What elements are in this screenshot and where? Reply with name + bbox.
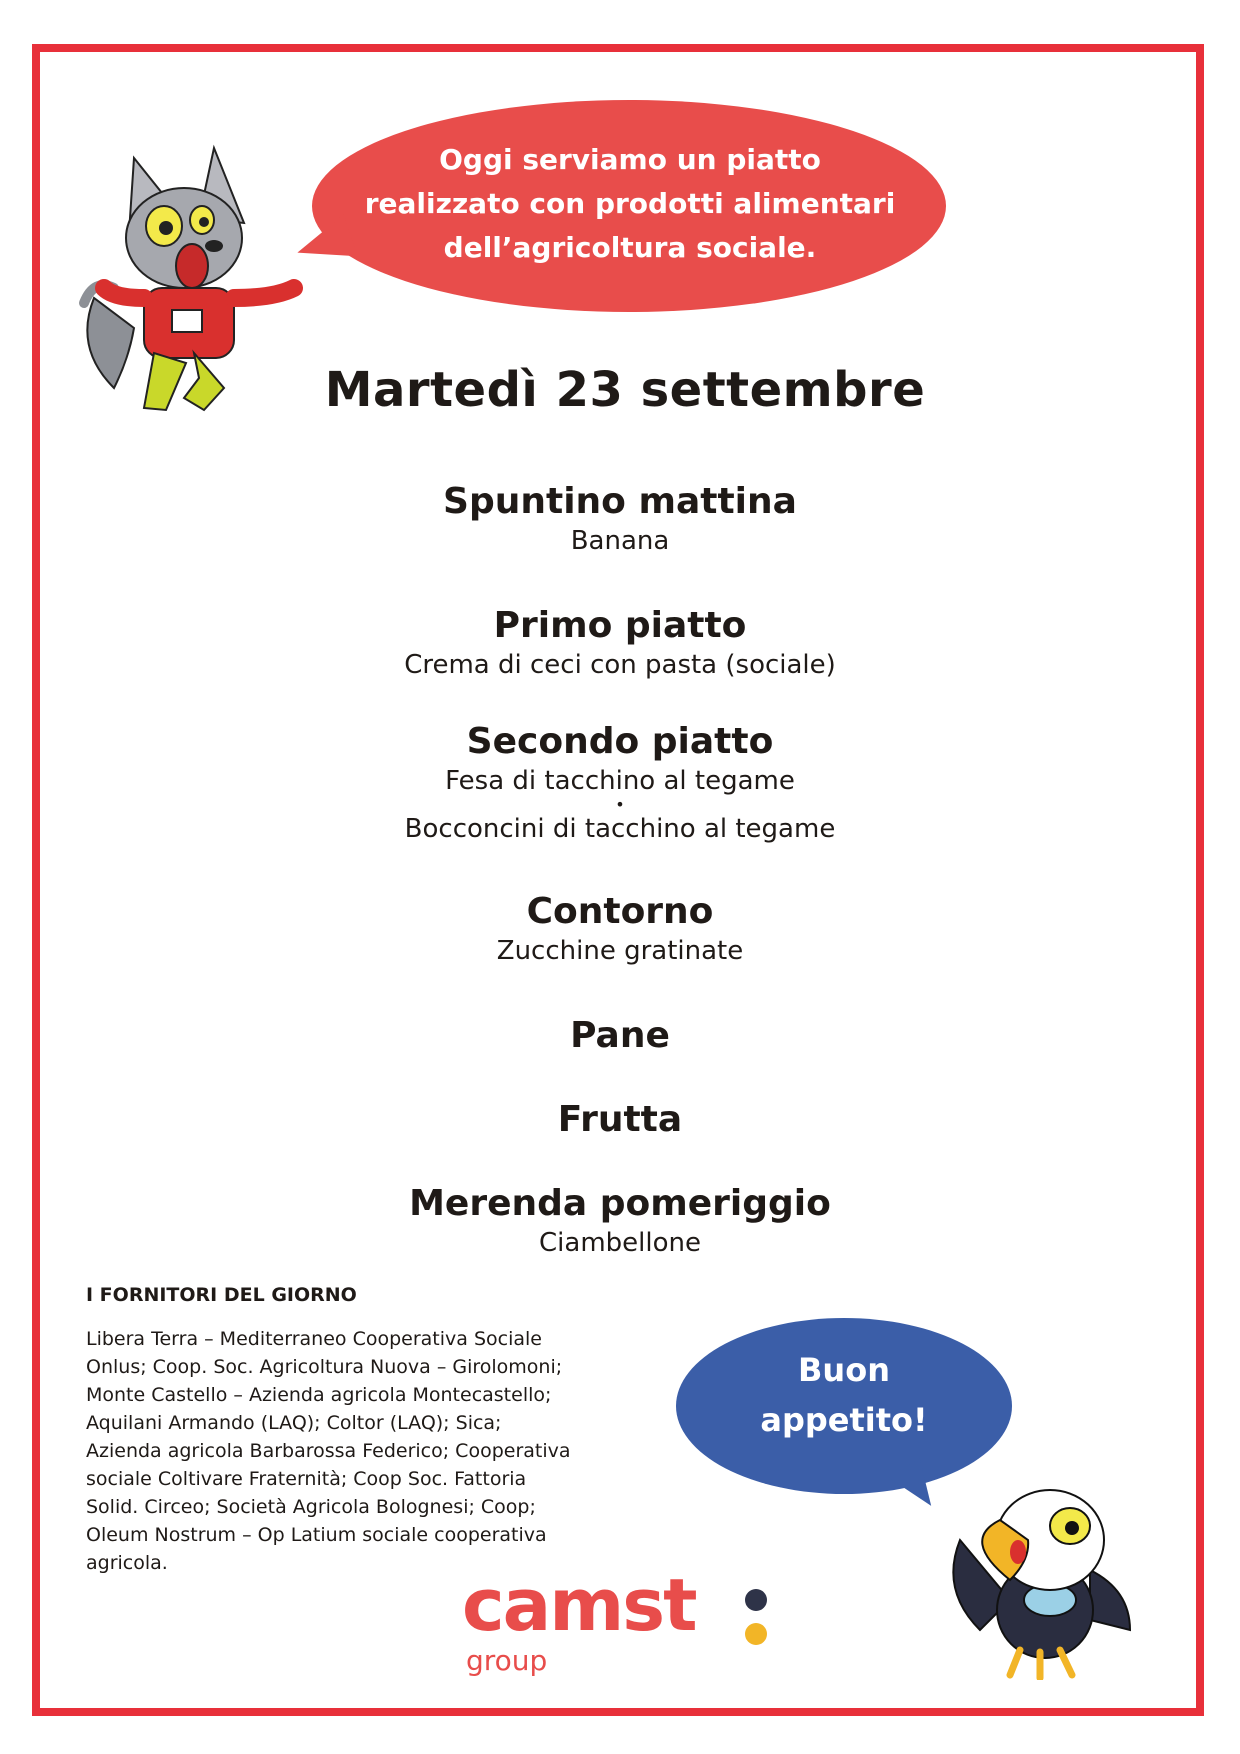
course-item: Bocconcini di tacchino al tegame [404, 814, 836, 844]
course-snack [300, 480, 940, 558]
camst-logo-text: camst [462, 1563, 696, 1647]
course-heading: Contorno [526, 891, 714, 932]
supplier-line: Solid. Circeo; Società Agricola Bolognesi; Coop; [86, 1496, 536, 1518]
course-heading: Primo piatto [493, 605, 747, 646]
supplier-line: agricola. [86, 1552, 168, 1574]
course-heading: Frutta [557, 1099, 683, 1140]
wolf-mascot-illustration [74, 138, 324, 418]
course-heading: Merenda pomeriggio [409, 1183, 831, 1224]
course-separator: • [615, 795, 625, 814]
supplier-line: Monte Castello – Azienda agricola Montecastello; [86, 1384, 552, 1406]
supplier-line: Oleum Nostrum – Op Latium sociale cooperativa [86, 1524, 547, 1546]
course-item: Ciambellone [539, 1228, 701, 1258]
course-heading: Spuntino mattina [443, 481, 797, 522]
course-item: Banana [570, 526, 670, 556]
supplier-line: sociale Coltivare Fraternità; Coop Soc. Fattoria [86, 1468, 527, 1490]
course-heading: Secondo piatto [466, 721, 774, 762]
page-title: Martedì 23 settembre [324, 362, 926, 418]
suppliers-list [86, 1325, 646, 1577]
supplier-line: Onlus; Coop. Soc. Agricoltura Nuova – Girolomoni; [86, 1356, 563, 1378]
bubble-line: realizzato con prodotti alimentari [364, 187, 896, 220]
course-side [300, 890, 940, 968]
camst-logo-colon-icon [744, 1588, 768, 1648]
bubble-line: dell’agricoltura sociale. [443, 231, 817, 264]
course-first [300, 604, 940, 682]
course-heading: Pane [570, 1015, 670, 1056]
course-item: Zucchine gratinate [496, 936, 744, 966]
course-item: Fesa di tacchino al tegame [445, 766, 795, 796]
bubble-line: Oggi serviamo un piatto [439, 143, 821, 176]
supplier-line: Libera Terra – Mediterraneo Cooperativa Sociale [86, 1328, 542, 1350]
suppliers-title: I FORNITORI DEL GIORNO [86, 1284, 357, 1306]
course-bread [300, 1014, 940, 1058]
course-fruit [300, 1098, 940, 1142]
course-afternoon [300, 1182, 940, 1260]
speech-bubble-bottom-text [700, 1345, 988, 1445]
bubble-line: Buon [798, 1351, 890, 1389]
supplier-line: Aquilani Armando (LAQ); Coltor (LAQ); Sica; [86, 1412, 502, 1434]
camst-logo-subtext: group [466, 1644, 548, 1677]
supplier-line: Azienda agricola Barbarossa Federico; Cooperativa [86, 1440, 571, 1462]
eagle-mascot-illustration [940, 1480, 1140, 1680]
course-item: Crema di ceci con pasta (sociale) [404, 650, 836, 680]
bubble-line: appetito! [760, 1401, 928, 1439]
speech-bubble-top-text [350, 138, 910, 270]
course-second [300, 720, 940, 846]
